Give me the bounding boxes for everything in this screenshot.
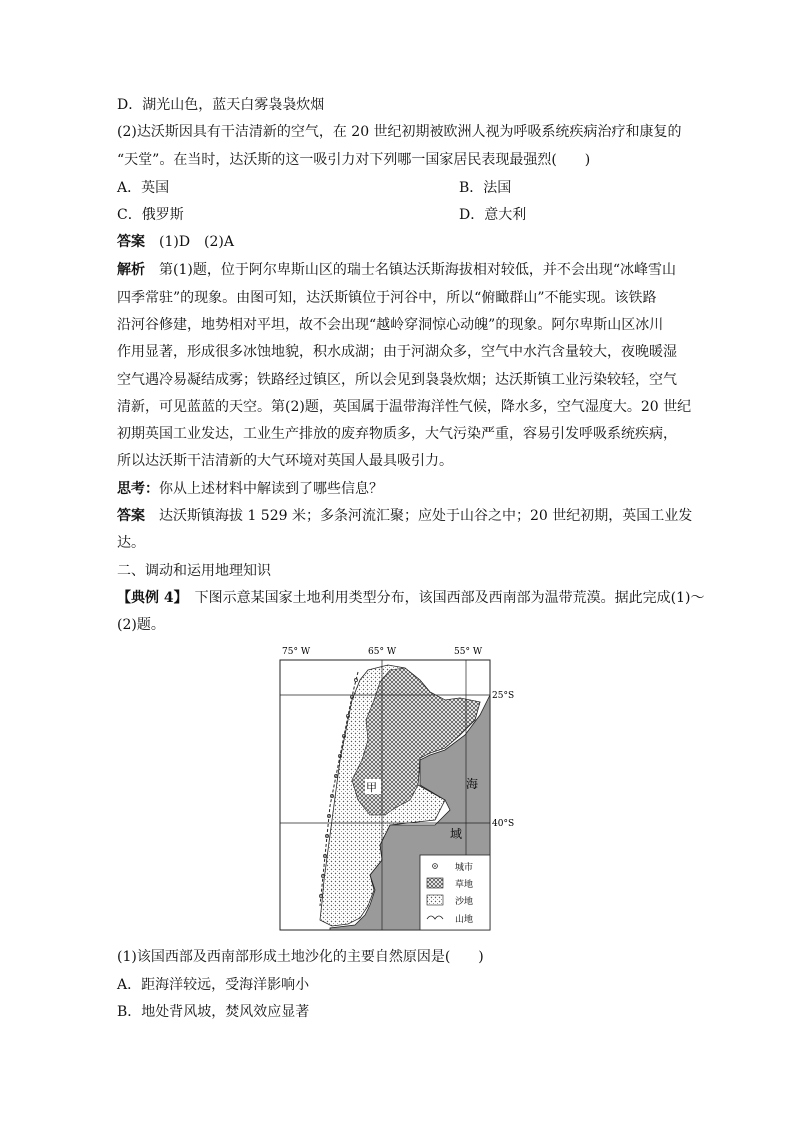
question-2-options-ab	[117, 178, 512, 198]
analysis-line-5: 空气遇冷易凝结成雾；铁路经过镇区，所以会见到袅袅炊烟；达沃斯镇工业污染较轻，空气	[117, 372, 677, 388]
example-4-line-1	[117, 588, 704, 608]
example-text: 下图示意某国家土地利用类型分布，该国西部及西南部为温带荒漠。据此完成(1)～	[194, 590, 705, 606]
question-2-options-cd	[117, 205, 527, 225]
grass-legend-icon	[427, 878, 443, 888]
answer-1	[117, 232, 234, 252]
legend-city: 城市	[455, 863, 474, 873]
analysis-line-1	[117, 260, 676, 280]
option-c: C．俄罗斯	[117, 207, 184, 223]
lat-label-25s: 25°S	[492, 691, 515, 701]
analysis-line-2: 四季常驻”的现象。由图可知，达沃斯镇位于河谷中，所以“俯瞰群山”不能实现。该铁路	[117, 290, 657, 306]
analysis-line-4: 作用显著，形成很多冰蚀地貌，积水成湖；由于河湖众多，空气中水汽含量较大，夜晚暖湿	[117, 344, 677, 360]
thinking-text: 你从上述材料中解读到了哪些信息？	[159, 481, 383, 497]
example-tag: 【典例 4】	[117, 590, 181, 606]
lon-label-75w: 75° W	[282, 647, 311, 657]
question-3-option-b: B．地处背风坡，焚风效应显著	[117, 1004, 310, 1020]
section-heading: 二、调动和运用地理知识	[117, 563, 271, 579]
example-4-line-2: (2)题。	[117, 617, 165, 633]
legend-mountain: 山地	[455, 915, 474, 925]
question-2-stem-1: (2)达沃斯因具有干洁清新的空气，在 20 世纪初期被欧洲人视为呼吸系统疾病治疗和康复的	[117, 124, 682, 140]
lon-label-65w: 65° W	[368, 647, 397, 657]
analysis-text: 第(1)题，位于阿尔卑斯山区的瑞士名镇达沃斯海拔相对较低，并不会出现“冰峰雪山	[159, 262, 676, 278]
question-3-stem: (1)该国西部及西南部形成土地沙化的主要自然原因是( )	[117, 949, 484, 965]
sea-label-2: 域	[450, 827, 463, 841]
answer-label: 答案	[117, 234, 145, 250]
land-use-map	[270, 640, 530, 940]
region-label-jia: 甲	[366, 781, 377, 794]
analysis-line-7: 初期英国工业发达，工业生产排放的废弃物质多，大气污染严重，容易引发呼吸系统疾病，	[117, 426, 677, 442]
answer-label: 答案	[117, 508, 145, 524]
option-b: B．法国	[459, 180, 512, 196]
answer-2-line-1	[117, 506, 692, 526]
analysis-label: 解析	[117, 262, 145, 278]
lon-label-55w: 55° W	[454, 647, 483, 657]
lat-label-40s: 40°S	[492, 819, 515, 829]
q1-option-d: D．湖光山色，蓝天白雾袅袅炊烟	[117, 97, 325, 113]
answer-2-line-2: 达。	[117, 535, 145, 551]
sand-legend-icon	[427, 895, 443, 905]
thinking-prompt	[117, 479, 383, 499]
option-d: D．意大利	[459, 207, 527, 223]
answer-text: (1)D (2)A	[159, 234, 234, 250]
analysis-line-8: 所以达沃斯干洁清新的大气环境对英国人最具吸引力。	[117, 453, 453, 469]
option-a: A．英国	[117, 180, 170, 196]
thinking-label: 思考：	[117, 481, 159, 497]
legend-sand: 沙地	[455, 897, 474, 907]
analysis-line-3: 沿河谷修建，地势相对平坦，故不会出现“越岭穿洞惊心动魄”的现象。阿尔卑斯山区冰川	[117, 317, 664, 333]
sea-label-1: 海	[466, 777, 479, 791]
question-2-stem-2: “天堂”。在当时，达沃斯的这一吸引力对下列哪一国家居民表现最强烈( )	[117, 152, 591, 168]
answer-text: 达沃斯镇海拔 1 529 米；多条河流汇聚；应处于山谷之中；20 世纪初期，英国工业发	[159, 508, 693, 524]
legend-grass: 草地	[455, 880, 474, 890]
question-3-option-a: A．距海洋较远，受海洋影响小	[117, 977, 310, 993]
analysis-line-6: 清新，可见蓝蓝的天空。第(2)题，英国属于温带海洋性气候，降水多，空气湿度大。20 世纪	[117, 399, 692, 415]
